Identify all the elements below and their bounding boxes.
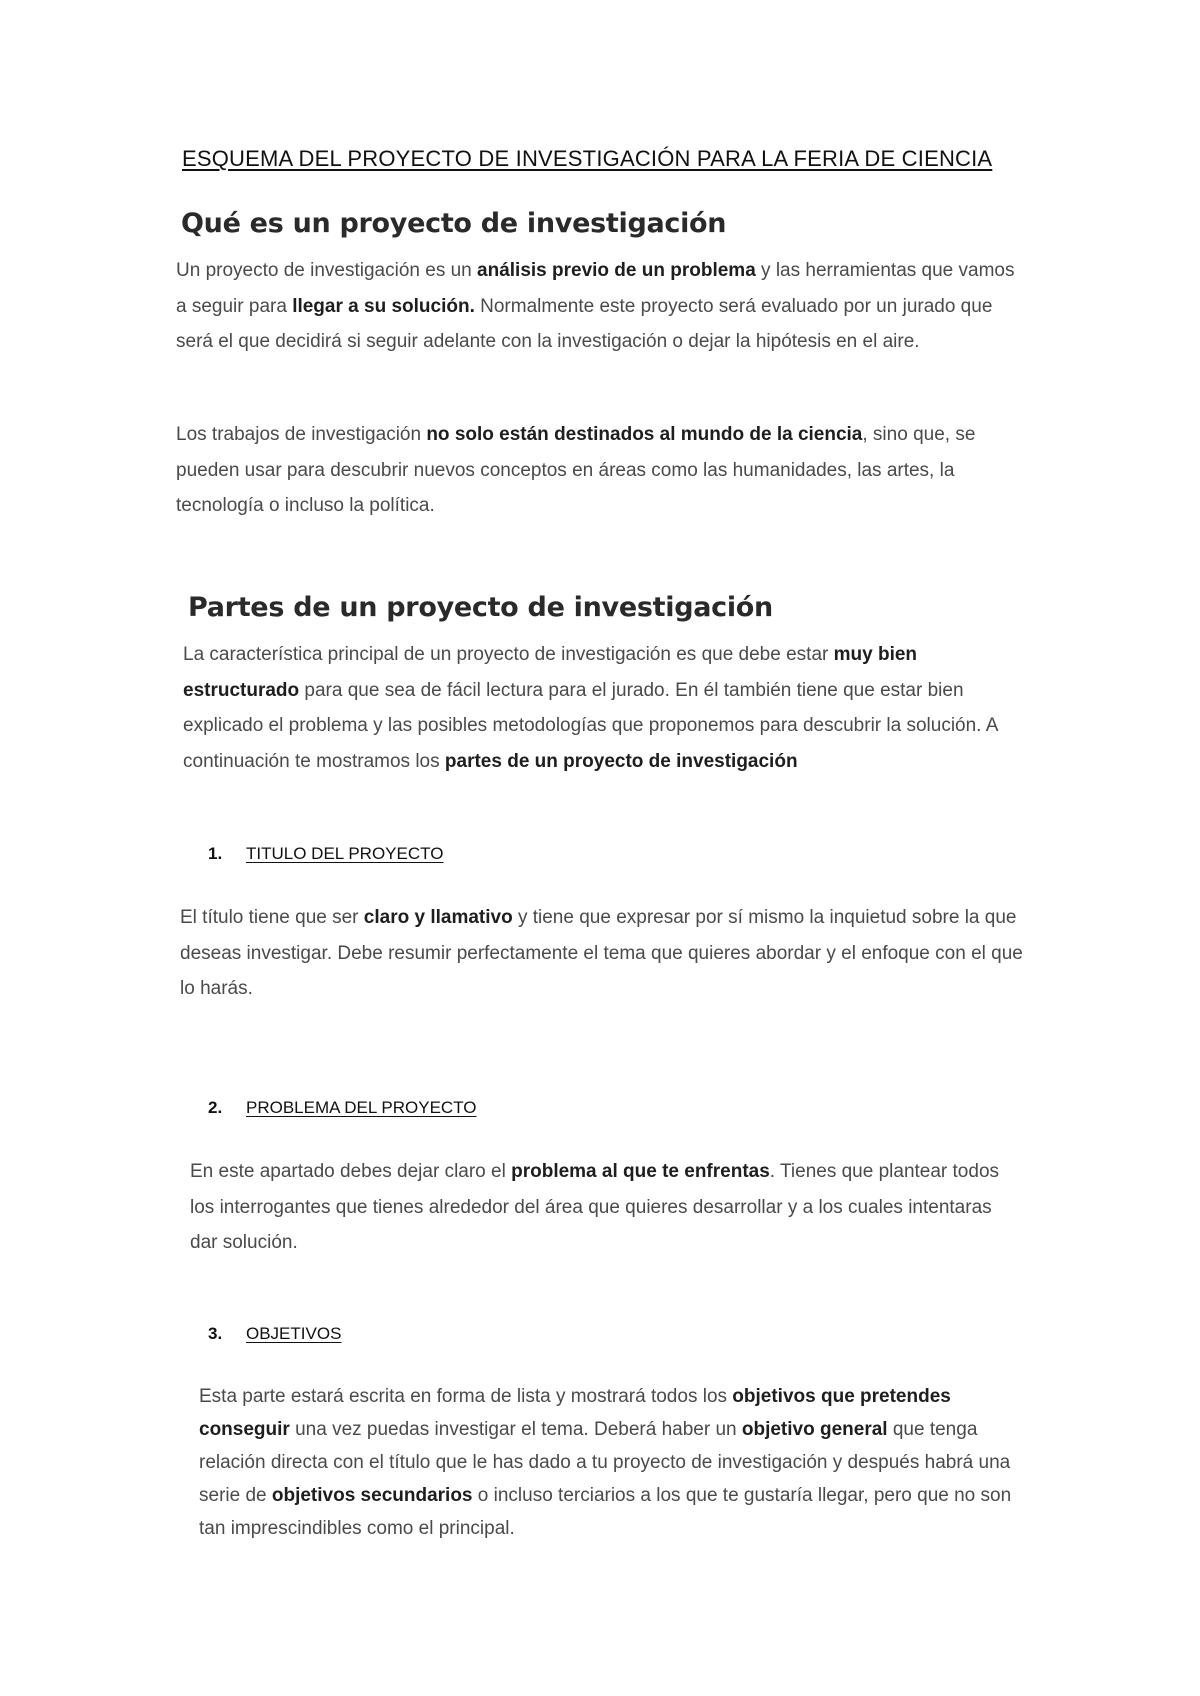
text-run: y las herramientas que vamos a seguir para: [176, 260, 1015, 317]
paragraph-objetivos: [199, 1380, 1035, 1545]
bold-text-run: objetivos secundarios: [271, 1485, 473, 1506]
list-number: 3.: [208, 1324, 223, 1343]
paragraph-what-is-2: [176, 417, 1028, 524]
text-run: y tiene que expresar por sí mismo la inquietud sobre la que deseas investigar. Debe resumir perfectamente el tema que quieres abordar y el enfoque con el que lo harás.: [180, 907, 1023, 999]
text-run: En este apartado debes dejar claro el: [190, 1161, 512, 1182]
paragraph-what-is-1: [176, 253, 1028, 360]
bold-text-run: análisis previo de un problema: [477, 260, 756, 281]
bold-text-run: llegar a su solución.: [292, 295, 475, 317]
list-heading-label: OBJETIVOS: [246, 1324, 342, 1343]
list-heading-label: PROBLEMA DEL PROYECTO: [246, 1098, 477, 1117]
text-run: una vez puedas investigar el tema. Deberá haber un: [289, 1419, 742, 1440]
bold-text-run: objetivo general: [741, 1419, 888, 1440]
text-run: Un proyecto de investigación es un: [176, 260, 478, 281]
text-run: . Tienes que plantear todos los interrogantes que tienes alrededor del área que quieres desarrollar y a los cuales intentaras dar solución.: [190, 1161, 1000, 1253]
document-title: ESQUEMA DEL PROYECTO DE INVESTIGACIÓN PARA LA FERIA DE CIENCIA: [182, 146, 993, 171]
paragraph-parts-intro: [183, 637, 1035, 779]
text-run: , sino que, se pueden usar para descubrir nuevos conceptos en áreas como las humanidades, las artes, la tecnología o incluso la política.: [176, 424, 976, 516]
bold-text-run: claro y llamativo: [363, 907, 513, 928]
bold-text-run: partes de un proyecto de investigación: [444, 750, 798, 772]
paragraph-titulo: [180, 900, 1032, 1007]
bold-text-run: muy bien estructurado: [183, 644, 918, 701]
text-run: para que sea de fácil lectura para el jurado. En él también tiene que estar bien explicado el problema y las posibles metodologías que proponemos para descubrir la solución. A continuación te mostramos los: [183, 679, 998, 772]
text-run: o incluso terciarios a los que te gustaría llegar, pero que no son tan imprescindibles como el principal.: [199, 1485, 1012, 1539]
list-heading-titulo: [208, 844, 443, 864]
text-run: El título tiene que ser: [180, 907, 364, 928]
list-heading-problema: [208, 1098, 477, 1118]
list-heading-objetivos: [208, 1324, 341, 1344]
bold-text-run: no solo están destinados al mundo de la ciencia: [426, 424, 863, 445]
text-run: Los trabajos de investigación: [176, 424, 427, 445]
list-number: 2.: [208, 1098, 223, 1117]
text-run: Esta parte estará escrita en forma de lista y mostrará todos los: [199, 1386, 733, 1407]
text-run: Normalmente este proyecto será evaluado por un jurado que será el que decidirá si seguir adelante con la investigación o dejar la hipótesis en el aire.: [176, 295, 993, 352]
bold-text-run: problema al que te enfrentas: [511, 1161, 770, 1182]
section-heading-parts: Partes de un proyecto de investigación: [188, 592, 773, 623]
text-run: que tenga relación directa con el título que le has dado a tu proyecto de investigación y después habrá una serie de: [199, 1419, 1011, 1506]
paragraph-problema: [190, 1154, 1014, 1261]
bold-text-run: objetivos que pretendes conseguir: [199, 1386, 951, 1440]
list-number: 1.: [208, 844, 223, 863]
text-run: La característica principal de un proyecto de investigación es que debe estar: [183, 644, 834, 665]
list-heading-label: TITULO DEL PROYECTO: [246, 844, 444, 863]
section-heading-what-is: Qué es un proyecto de investigación: [181, 208, 727, 239]
